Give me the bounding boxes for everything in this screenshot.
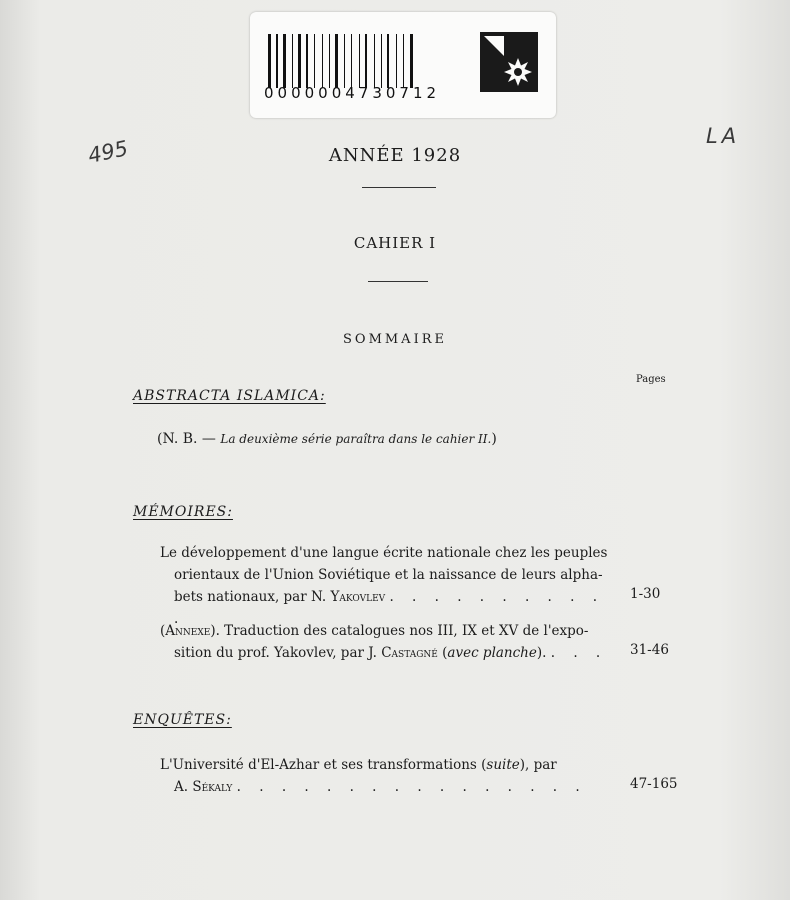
entry-text: L'Université d'El-Azhar et ses transformations ( — [160, 757, 487, 773]
paren: ( — [160, 623, 166, 639]
leader-dots: . . . . . . . . . . . . . . . . — [236, 779, 587, 795]
barcode-stripe — [365, 34, 367, 88]
barcode-label — [250, 12, 556, 118]
section-heading-memoires: MÉMOIRES: — [133, 504, 233, 520]
entry-text: ). Traduction des catalogues nos III, IX et XV de l'expo- — [210, 623, 589, 639]
entry-note: suite — [486, 757, 520, 773]
section-heading-enquetes: ENQUÊTES: — [133, 712, 232, 728]
barcode-number: 0000004730712 — [264, 84, 441, 102]
divider — [362, 187, 436, 188]
leader-dots: . . . — [550, 645, 608, 661]
barcode-stripe — [276, 34, 278, 88]
cahier-title: CAHIER I — [353, 234, 437, 252]
barcode-stripe — [403, 34, 404, 88]
note-text: La deuxième série paraîtra dans le cahier II. — [220, 432, 492, 446]
entry-author: A. Sékaly — [174, 779, 233, 795]
toc-entry — [160, 754, 620, 798]
barcode-stripe — [351, 34, 352, 88]
barcode-stripe — [359, 34, 360, 88]
barcode-stripe — [344, 34, 345, 88]
entry-line: Le développement d'une langue écrite nationale chez les peuples — [160, 545, 608, 561]
entry-line — [160, 620, 620, 642]
barcode-stripe — [292, 34, 293, 88]
leader-dots: . . . . . . . . . . . — [174, 589, 605, 627]
page-range: 47-165 — [630, 776, 678, 792]
year-title: ANNÉE 1928 — [328, 145, 462, 166]
toc-entry — [160, 620, 620, 664]
note-prefix: (N. B. — — [157, 431, 221, 447]
barcode-stripe — [396, 34, 397, 88]
barcode-stripe — [268, 34, 271, 88]
entry-annexe: Annexe — [165, 623, 211, 639]
barcode-stripe — [298, 34, 301, 88]
barcode-stripe — [283, 34, 286, 88]
library-logo-icon — [480, 32, 538, 92]
entry-line — [160, 776, 620, 798]
barcode — [268, 34, 468, 88]
divider — [368, 281, 428, 282]
entry-text: bets nationaux, par N. — [174, 589, 331, 605]
barcode-stripe — [374, 34, 375, 88]
pages-column-label: Pages — [636, 374, 666, 385]
entry-line: sition du prof. Yakovlev, par J. Castagné (avec planche). . . . — [174, 645, 608, 661]
barcode-stripe — [335, 34, 338, 88]
toc-entry — [160, 542, 620, 630]
barcode-stripe — [329, 34, 330, 88]
section-heading-abstracta: ABSTRACTA ISLAMICA: — [133, 388, 326, 404]
entry-author: Castagné — [381, 645, 438, 661]
barcode-stripe — [387, 34, 389, 88]
barcode-stripe — [410, 34, 413, 88]
page-range: 31-46 — [630, 642, 669, 658]
handwritten-mark: LA — [706, 124, 741, 148]
abstracta-note — [157, 431, 497, 447]
handwritten-number: 495 — [85, 136, 131, 168]
barcode-stripe — [322, 34, 323, 88]
note-suffix: ) — [491, 431, 497, 447]
page-range: 1-30 — [630, 586, 661, 602]
entry-note: avec planche — [447, 645, 537, 661]
sommaire-heading: SOMMAIRE — [343, 332, 447, 347]
entry-author: Yakovlev — [330, 589, 386, 605]
barcode-stripe — [381, 34, 382, 88]
entry-line: orientaux de l'Union Soviétique et la naissance de leurs alpha- — [174, 567, 603, 583]
entry-text: ), par — [519, 757, 557, 773]
barcode-stripe — [306, 34, 308, 88]
barcode-stripe — [314, 34, 315, 88]
entry-line — [160, 754, 620, 776]
entry-text: sition du prof. Yakovlev, par J. — [174, 645, 382, 661]
